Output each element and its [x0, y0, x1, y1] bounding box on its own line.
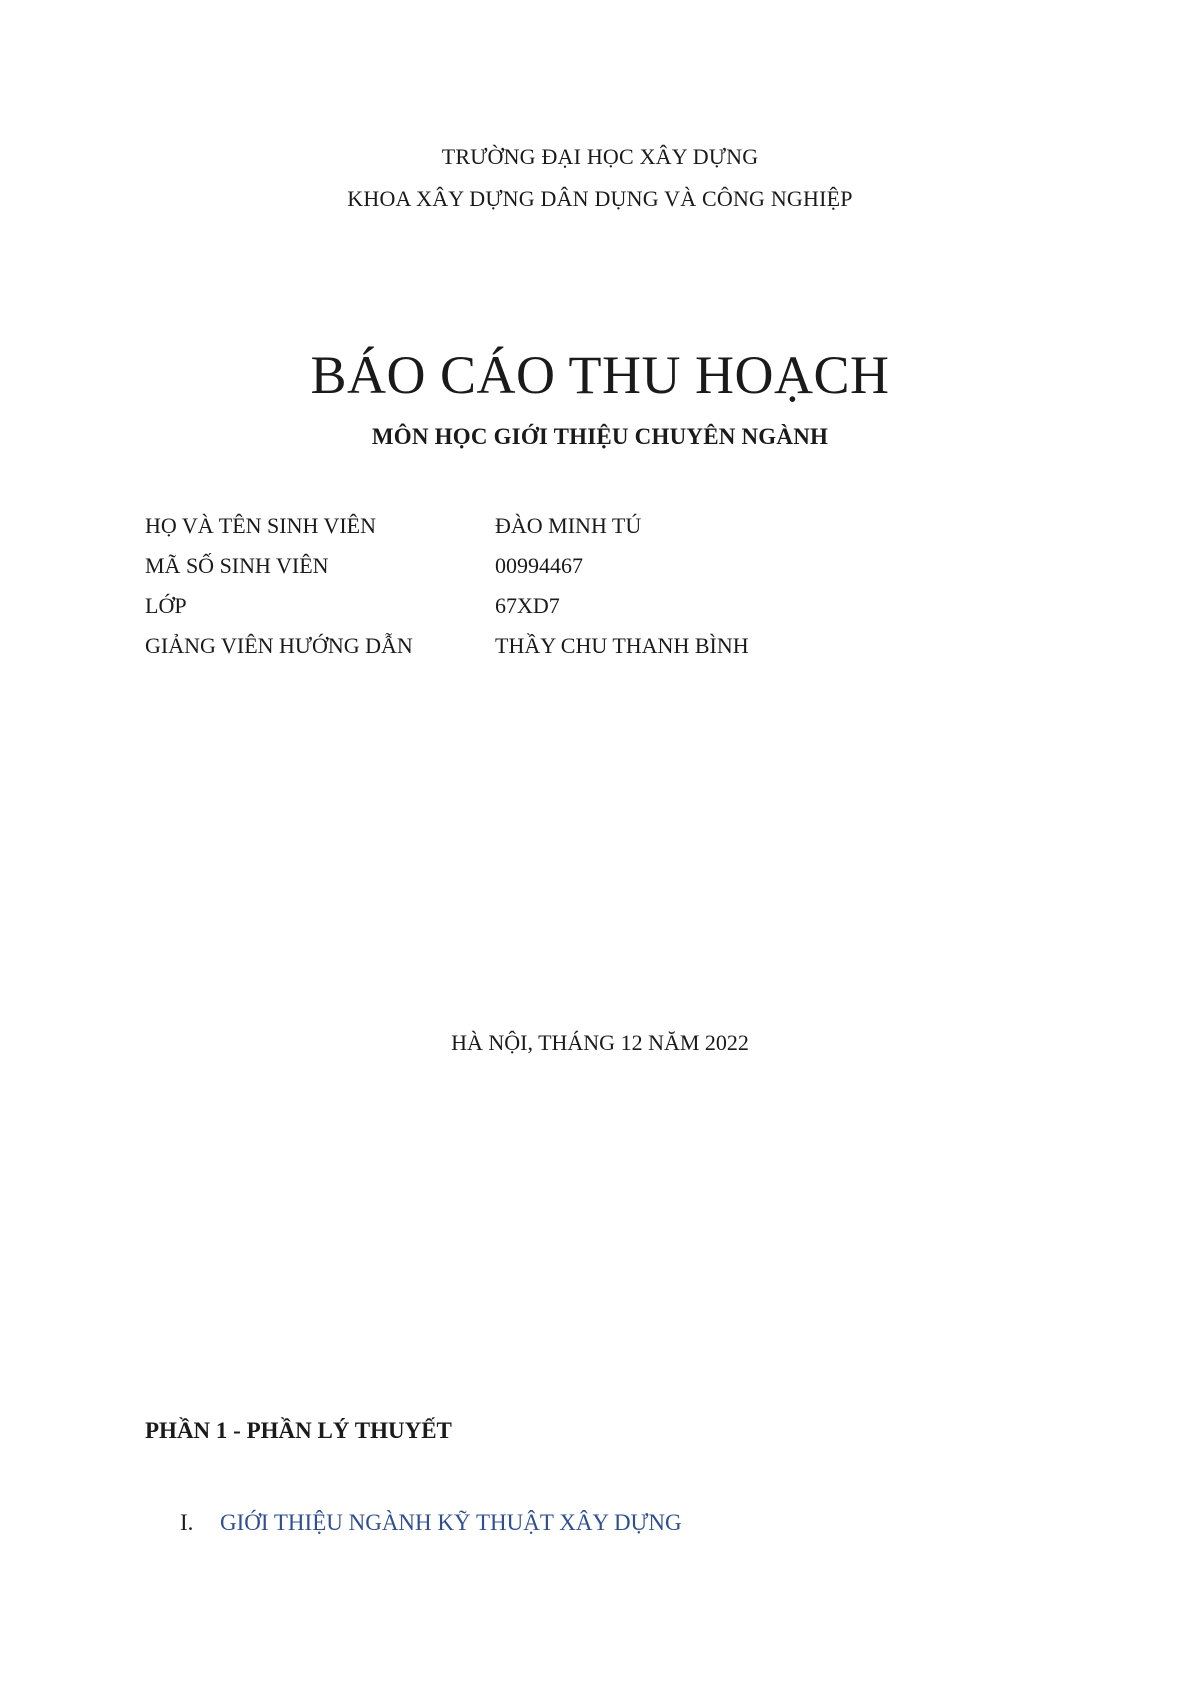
- info-value: 67XD7: [495, 593, 560, 618]
- place-date: HÀ NỘI, THÁNG 12 NĂM 2022: [451, 1030, 749, 1055]
- subject-title: MÔN HỌC GIỚI THIỆU CHUYÊN NGÀNH: [371, 424, 829, 449]
- info-value: 00994467: [495, 553, 583, 578]
- info-row-class: [145, 586, 895, 626]
- report-title: BÁO CÁO THU HOẠCH: [310, 345, 890, 405]
- section-number: I.: [180, 1510, 194, 1535]
- section-heading: [180, 1510, 682, 1536]
- info-row-student-id: [145, 546, 895, 586]
- info-row-instructor: [145, 626, 895, 666]
- part-heading: PHẦN 1 - PHẦN LÝ THUYẾT: [145, 1418, 452, 1443]
- info-label: LỚP: [145, 593, 187, 618]
- info-value: ĐÀO MINH TÚ: [495, 513, 642, 538]
- faculty-name: KHOA XÂY DỰNG DÂN DỤNG VÀ CÔNG NGHIỆP: [347, 186, 853, 211]
- section-title: GIỚI THIỆU NGÀNH KỸ THUẬT XÂY DỰNG: [220, 1510, 682, 1535]
- info-label: HỌ VÀ TÊN SINH VIÊN: [145, 513, 376, 538]
- info-value: THẦY CHU THANH BÌNH: [495, 633, 749, 658]
- info-label: GIẢNG VIÊN HƯỚNG DẪN: [145, 633, 413, 658]
- info-row-student-name: [145, 506, 895, 546]
- student-info-table: [145, 506, 895, 666]
- info-label: MÃ SỐ SINH VIÊN: [145, 553, 329, 578]
- school-name: TRƯỜNG ĐẠI HỌC XÂY DỰNG: [441, 144, 759, 169]
